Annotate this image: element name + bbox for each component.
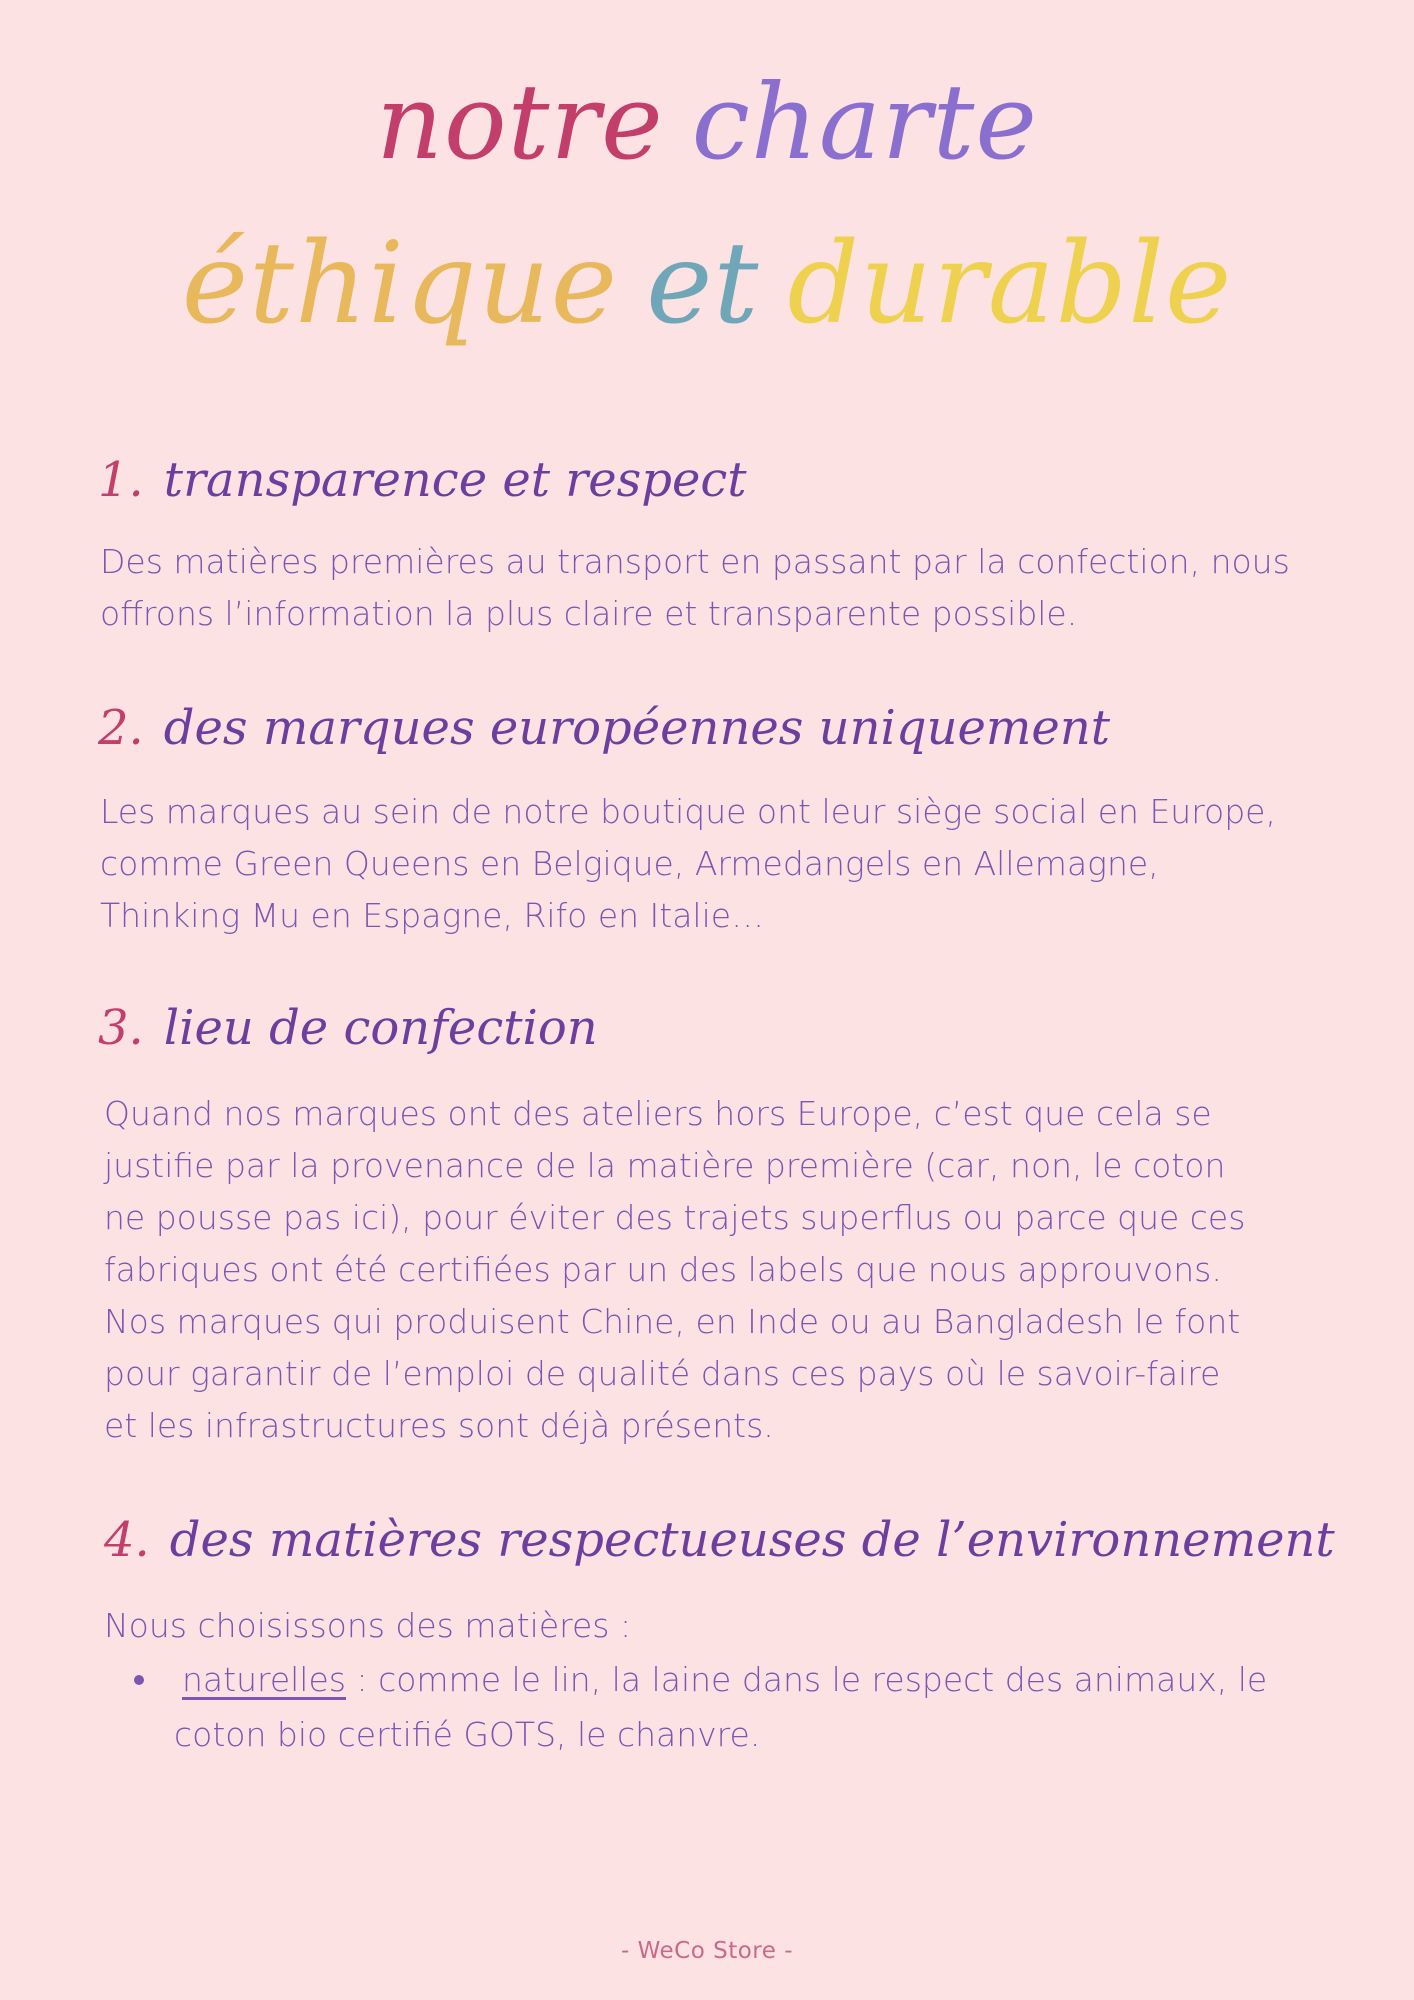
section-1-title: transparence et respect: [163, 452, 747, 508]
section-2-heading: [98, 700, 1110, 758]
bullet-icon: [134, 1675, 144, 1685]
list-item-text: : comme le lin, la laine dans le respect des animaux, le coton bio certifié GOTS, le chanvre.: [174, 1660, 1268, 1754]
section-4-heading: [104, 1512, 1335, 1570]
section-2-title: des marques européennes uniquement: [163, 700, 1111, 756]
title-word-durable: durable: [787, 219, 1233, 349]
title-word-ethique: éthique: [181, 219, 619, 349]
materials-list: [104, 1652, 1304, 1762]
section-2-paragraph: Les marques au sein de notre boutique ont leur siège social en Europe, comme Green Queens en Belgique, Armedangels en Allemagne, Thinking Mu en Espagne, Rifo en Italie…: [100, 792, 1276, 935]
title-word-notre: notre: [376, 61, 664, 183]
section-3-body: [104, 1088, 1264, 1452]
footer-brand: - WeCo Store -: [621, 1938, 793, 1964]
title-word-charte: charte: [691, 61, 1038, 183]
list-item-term: naturelles: [182, 1660, 346, 1699]
section-1-paragraph: Des matières premières au transport en passant par la confection, nous offrons l’information la plus claire et transparente possible.: [100, 542, 1290, 633]
section-2-number: 2.: [98, 700, 144, 756]
section-4-title: des matières respectueuses de l’environnement: [169, 1512, 1335, 1568]
section-3-heading: [98, 1000, 598, 1058]
title-line-2: [0, 219, 1414, 349]
title-line-1: [0, 61, 1414, 183]
title-word-et: et: [646, 219, 760, 349]
section-3-title: lieu de confection: [163, 1000, 598, 1056]
section-1-heading: [98, 452, 747, 510]
section-2-body: [100, 786, 1280, 942]
section-4-body: [104, 1600, 1304, 1762]
section-3-paragraph-1: Quand nos marques ont des ateliers hors Europe, c’est que cela se justifie par la provenance de la matière première (car, non, le coton ne pousse pas ici), pour éviter des trajets superflus ou parce que ces fabriques ont été certifiées par un des labels que nous approuvons.: [104, 1094, 1246, 1289]
section-1-body: [100, 536, 1340, 640]
section-3-paragraph-2: Nos marques qui produisent Chine, en Inde ou au Bangladesh le font pour garantir de l’emploi de qualité dans ces pays où le savoir-faire et les infrastructures sont déjà présents.: [104, 1302, 1241, 1445]
list-item: [104, 1652, 1304, 1762]
section-1-number: 1.: [98, 452, 144, 508]
section-4-intro: Nous choisissons des matières :: [104, 1606, 632, 1645]
section-3-number: 3.: [98, 1000, 144, 1056]
section-4-number: 4.: [104, 1512, 150, 1568]
